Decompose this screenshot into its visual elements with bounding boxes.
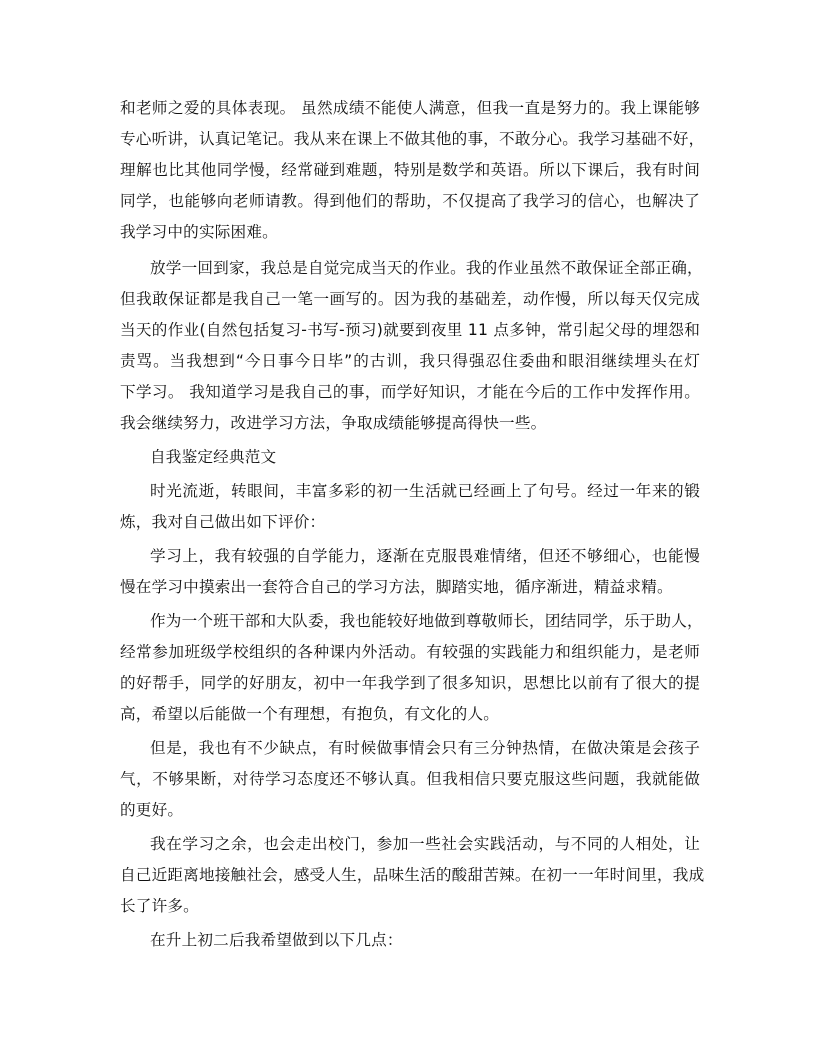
text-line: 我学习中的实际困难。 <box>120 223 278 241</box>
text-line: 同学，也能够向老师请教。得到他们的帮助，不仅提高了我学习的信心，也解决了 <box>120 192 700 210</box>
text-line: 放学一回到家，我总是自觉完成当天的作业。我的作业虽然不敢保证全部正确， <box>150 259 703 277</box>
text-line: 学习上，我有较强的自学能力，逐渐在克服畏难情绪，但还不够细心，也能慢 <box>150 547 700 565</box>
text-line: 我在学习之余，也会走出校门，参加一些社会实践活动，与不同的人相处，让 <box>150 835 700 853</box>
text-line: 自己近距离地接触社会，感受人生，品味生活的酸甜苦辣。在初一一年时间里，我成 <box>120 866 705 884</box>
text-line: 责骂。当我想到“今日事今日毕”的古训，我只得强忍住委曲和眼泪继续埋头在灯 <box>120 352 700 370</box>
text-line: 当天的作业(自然包括复习-书写-预习)就要到夜里 11 点多钟，常引起父母的埋怨和 <box>120 321 700 339</box>
text-line: 我会继续努力，改进学习方法，争取成绩能够提高得快一些。 <box>120 414 547 432</box>
text-line: 但是，我也有不少缺点，有时候做事情会只有三分钟热情，在做决策是会孩子 <box>150 739 700 757</box>
text-line: 专心听讲，认真记笔记。我从来在课上不做其他的事，不敢分心。我学习基础不好， <box>120 130 705 148</box>
text-line: 在升上初二后我希望做到以下几点： <box>150 931 403 949</box>
text-line: 的好帮手，同学的好朋友，初中一年我学到了很多知识，思想比以前有了很大的提 <box>120 674 700 692</box>
text-line: 炼，我对自己做出如下评价： <box>120 513 326 531</box>
text-line: 时光流逝，转眼间，丰富多彩的初一生活就已经画上了句号。经过一年来的锻 <box>150 482 700 500</box>
text-line: 长了许多。 <box>120 897 199 915</box>
text-line: 高，希望以后能做一个有理想，有抱负，有文化的人。 <box>120 705 500 723</box>
text-line: 理解也比其他同学慢，经常碰到难题，特别是数学和英语。所以下课后，我有时间 <box>120 161 700 179</box>
text-line: 但我敢保证都是我自己一笔一画写的。因为我的基础差，动作慢，所以每天仅完成 <box>120 290 700 308</box>
text-line: 下学习。 我知道学习是我自己的事，而学好知识，才能在今后的工作中发挥作用。 <box>120 383 700 401</box>
text-line: 慢在学习中摸索出一套符合自己的学习方法，脚踏实地，循序渐进，精益求精。 <box>120 578 673 596</box>
section-heading: 自我鉴定经典范文 <box>150 448 277 466</box>
text-line: 经常参加班级学校组织的各种课内外活动。有较强的实践能力和组织能力，是老师 <box>120 643 700 661</box>
text-line: 作为一个班干部和大队委，我也能较好地做到尊敬师长，团结同学，乐于助人， <box>150 612 703 630</box>
text-line: 和老师之爱的具体表现。 虽然成绩不能使人满意，但我一直是努力的。我上课能够 <box>120 99 700 117</box>
text-line: 的更好。 <box>120 801 184 819</box>
text-line: 气，不够果断，对待学习态度还不够认真。但我相信只要克服这些问题，我就能做 <box>120 770 700 788</box>
